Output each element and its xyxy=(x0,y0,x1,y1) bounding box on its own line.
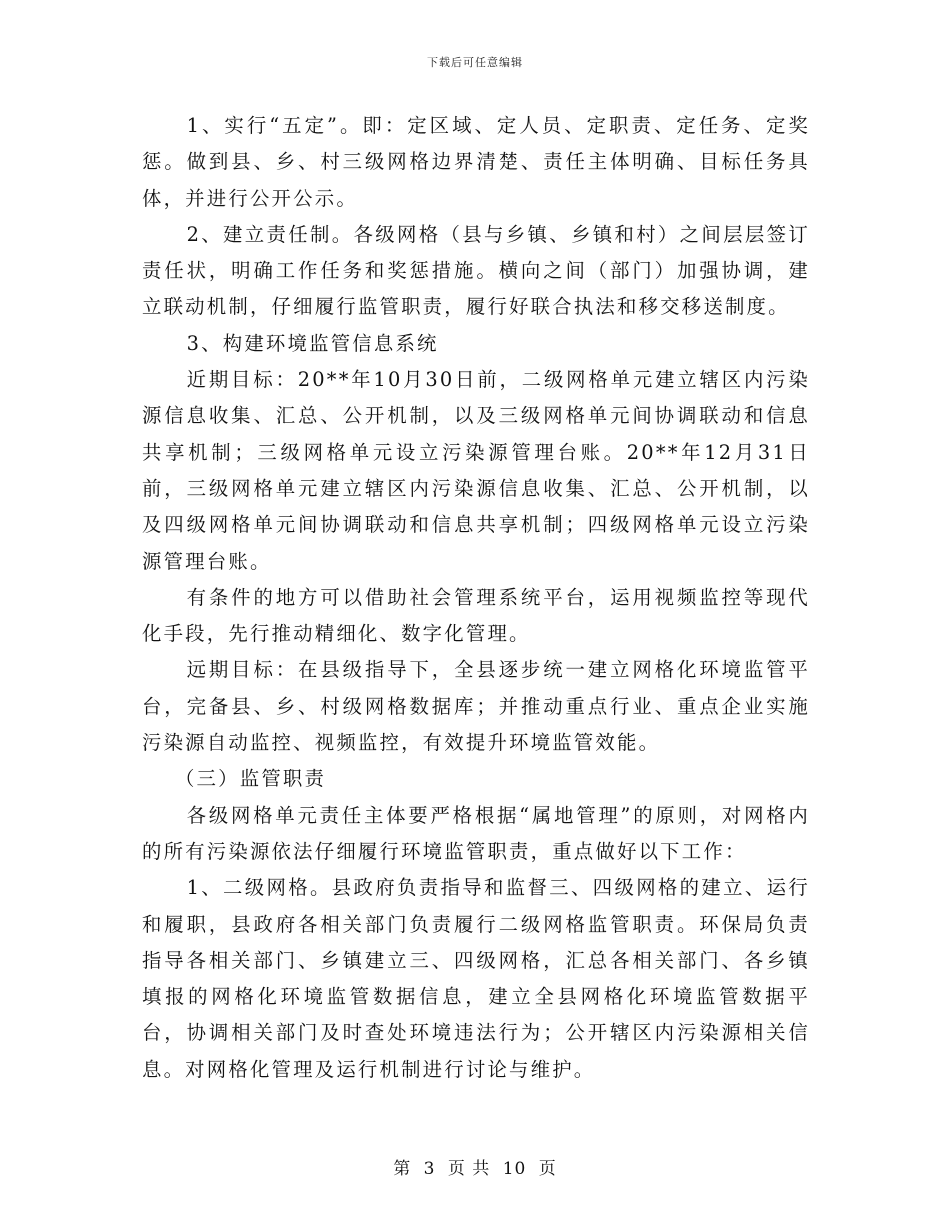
paragraph-responsibility-system: 2、建立责任制。各级网格（县与乡镇、乡镇和村）之间层层签订责任状，明确工作任务和奖惩措施。横向之间（部门）加强协调，建立联动机制，仔细履行监管职责，履行好联合执法和移交移送制度。 xyxy=(142,222,810,319)
paragraph-conditional-regions: 有条件的地方可以借助社会管理系统平台，运用视频监控等现代化手段，先行推动精细化、数字化管理。 xyxy=(142,585,810,646)
paragraph-long-term-goal: 远期目标：在县级指导下，全县逐步统一建立网格化环境监管平台，完备县、乡、村级网格数据库；并推动重点行业、重点企业实施污染源自动监控、视频监控，有效提升环境监管效能。 xyxy=(142,658,810,755)
section-heading-supervision-duties: （三）监管职责 xyxy=(174,767,327,791)
footer-current-page: 3 xyxy=(423,1159,436,1179)
footer-total-pages: 10 xyxy=(502,1159,527,1179)
paragraph-info-system-heading: 3、构建环境监管信息系统 xyxy=(186,331,439,355)
paragraph-near-term-goal: 近期目标：20**年10月30日前，二级网格单元建立辖区内污染源信息收集、汇总、公开机制，以及三级网格单元间协调联动和信息共享机制；三级网格单元设立污染源管理台账。20**年12月31日前，三级网格单元建立辖区内污染源信息收集、汇总、公开机制，以及四级网格单元间协调联动和信息共享机制；四级网格单元设立污染源管理台账。 xyxy=(142,368,810,573)
paragraph-level-two-grid: 1、二级网格。县政府负责指导和监督三、四级网格的建立、运行和履职，县政府各相关部门负责履行二级网格监管职责。环保局负责指导各相关部门、乡镇建立三、四级网格，汇总各相关部门、各乡镇填报的网格化环境监管数据信息，建立全县网格化环境监管数据平台，协调相关部门及时查处环境违法行为；公开辖区内污染源相关信息。对网格化管理及运行机制进行讨论与维护。 xyxy=(142,876,810,1081)
paragraph-wuding: 1、实行“五定”。即：定区域、定人员、定职责、定任务、定奖惩。做到县、乡、村三级网格边界清楚、责任主体明确、目标任务具体，并进行公开公示。 xyxy=(142,114,810,210)
footer-prefix: 第 xyxy=(393,1159,412,1179)
footer-middle: 页 共 xyxy=(447,1159,491,1179)
page-header: 下载后可任意编辑 xyxy=(427,56,523,69)
paragraph-duties-intro: 各级网格单元责任主体要严格根据“属地管理”的原则，对网格内的所有污染源依法仔细履行环境监管职责，重点做好以下工作： xyxy=(142,803,810,863)
page-footer xyxy=(0,1154,950,1179)
document-body xyxy=(142,108,810,1088)
footer-suffix: 页 xyxy=(538,1159,557,1179)
